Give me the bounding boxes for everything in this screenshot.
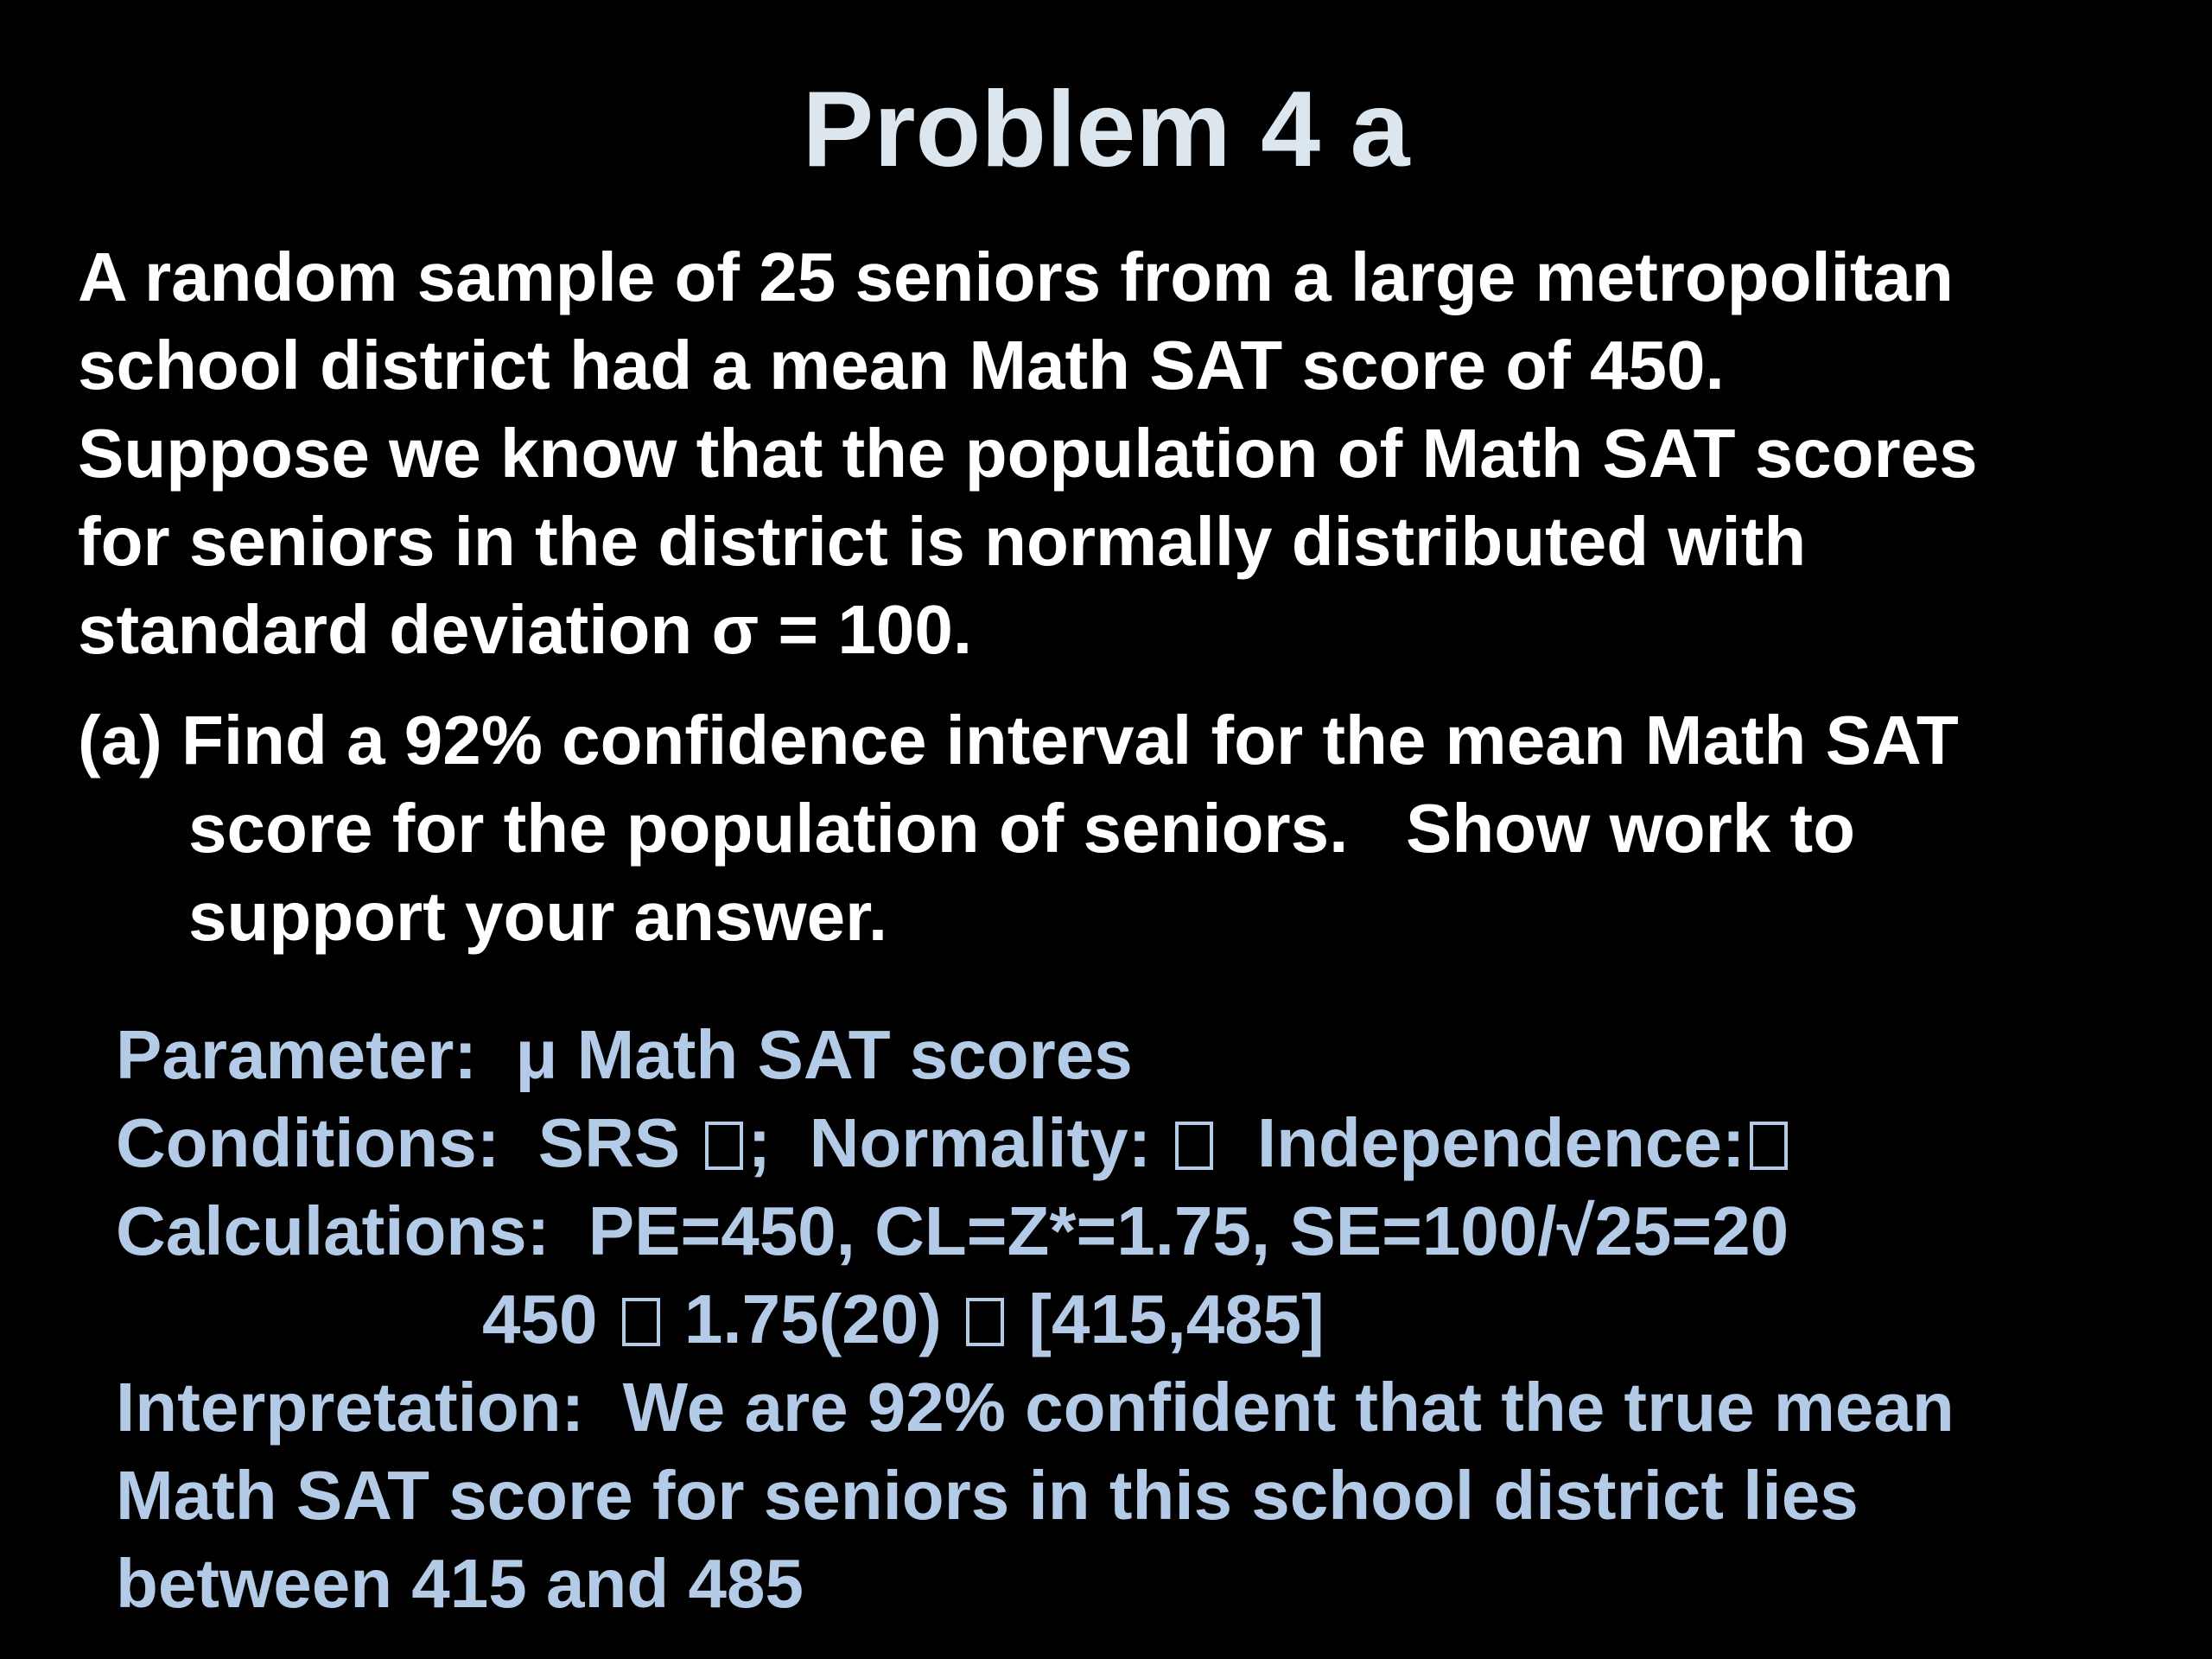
missing-glyph-box-icon <box>622 1298 660 1346</box>
interpretation-line: Interpretation: We are 92% confident that the true mean <box>116 1369 1955 1446</box>
conditions-normality: ; Normality: <box>747 1104 1171 1181</box>
parameter-line: Parameter: μ Math SAT scores <box>116 1016 1133 1093</box>
conditions-independence: Independence: <box>1218 1104 1745 1181</box>
problem-statement <box>78 233 2169 674</box>
problem-line: Suppose we know that the population of Math SAT scores <box>78 415 1978 492</box>
question-part-a <box>78 696 2169 961</box>
conditions-label: Conditions: SRS <box>116 1104 700 1181</box>
solution-block <box>116 1011 2172 1628</box>
question-part-a-label: (a) <box>78 702 162 779</box>
question-part-a-line: score for the population of seniors. Show work to <box>188 790 1856 867</box>
interpretation-line: Math SAT score for seniors in this school district lies <box>116 1457 1859 1534</box>
problem-line: school district had a mean Math SAT score of 450. <box>78 327 1725 404</box>
question-part-a-line: Find a 92% confidence interval for the mean Math SAT <box>181 702 1959 779</box>
question-part-a-line: support your answer. <box>188 878 888 955</box>
missing-glyph-box-icon <box>966 1298 1004 1346</box>
interpretation-line: between 415 and 485 <box>116 1545 804 1622</box>
missing-glyph-box-icon <box>1750 1122 1788 1170</box>
interval-result: [415,485] <box>1009 1281 1325 1357</box>
calculations-line: Calculations: PE=450, CL=Z*=1.75, SE=100/√25=20 <box>116 1192 1789 1269</box>
problem-line: A random sample of 25 seniors from a large metropolitan <box>78 238 1954 315</box>
interval-line <box>116 1275 2172 1363</box>
missing-glyph-box-icon <box>705 1122 743 1170</box>
interval-point-estimate: 450 <box>482 1281 617 1357</box>
question-part-a-first-line <box>78 696 2169 785</box>
interval-margin: 1.75(20) <box>664 1281 962 1357</box>
missing-glyph-box-icon <box>1175 1122 1213 1170</box>
conditions-line <box>116 1099 2172 1187</box>
problem-line: for seniors in the district is normally distributed with <box>78 503 1807 580</box>
problem-line: standard deviation σ = 100. <box>78 591 973 668</box>
slide-title: Problem 4 a <box>802 70 1410 189</box>
